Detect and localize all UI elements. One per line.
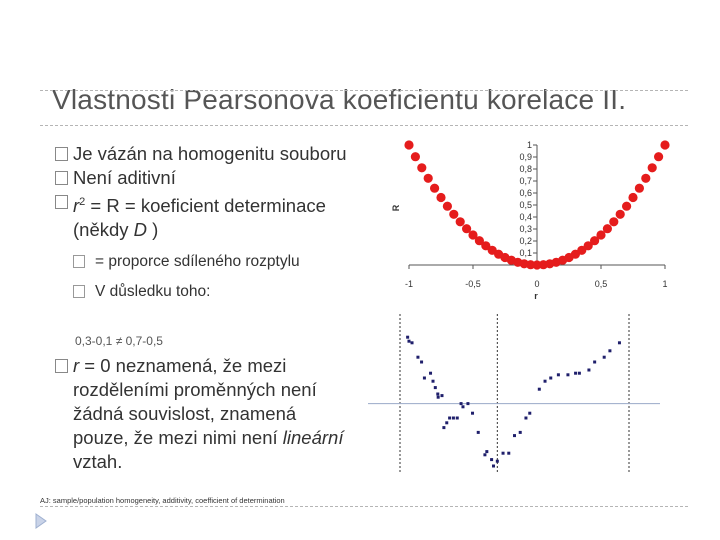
data-point <box>654 152 663 161</box>
x-tick-label: -0,5 <box>465 279 481 289</box>
data-point <box>483 453 486 456</box>
x-tick-label: 0 <box>534 279 540 289</box>
data-point <box>445 421 448 424</box>
data-point <box>424 174 433 183</box>
data-point <box>641 174 650 183</box>
data-point <box>524 417 527 420</box>
data-point <box>461 405 464 408</box>
data-point <box>557 373 560 376</box>
data-point <box>528 412 531 415</box>
scatter-chart <box>368 314 660 474</box>
y-tick-label: 0,5 <box>519 200 532 210</box>
superscript: 2 <box>79 196 86 208</box>
sub-bullet-text: = proporce sdíleného rozptylu <box>95 253 300 271</box>
data-point <box>411 341 414 344</box>
data-point <box>456 217 465 226</box>
bullet-text: r <box>73 355 80 376</box>
data-point <box>430 184 439 193</box>
data-point <box>502 452 505 455</box>
data-point <box>566 373 569 376</box>
y-tick-label: 0,1 <box>519 248 532 258</box>
data-point <box>420 361 423 364</box>
data-point <box>587 369 590 372</box>
data-point <box>609 217 618 226</box>
data-point <box>407 340 410 343</box>
y-tick-label: 0,9 <box>519 152 532 162</box>
bullet-text: Je vázán na homogenitu souboru <box>73 143 347 164</box>
small-note: 0,3-0,1 ≠ 0,7-0,5 <box>75 334 163 348</box>
data-point <box>436 393 439 396</box>
data-point <box>492 465 495 468</box>
data-point <box>417 163 426 172</box>
data-point <box>507 452 510 455</box>
y-tick-label: 0,8 <box>519 164 532 174</box>
bullet-text: vztah. <box>73 451 123 472</box>
x-tick-label: 1 <box>662 279 668 289</box>
data-point <box>440 394 443 397</box>
slide-title: Vlastnosti Pearsonova koeficientu korelace II. <box>52 84 627 115</box>
data-point <box>432 380 435 383</box>
data-point <box>404 140 413 149</box>
data-point <box>411 152 420 161</box>
data-point <box>603 224 612 233</box>
data-point <box>593 361 596 364</box>
data-point <box>423 377 426 380</box>
y-tick-label: 0,7 <box>519 176 532 186</box>
data-point <box>660 140 669 149</box>
y-tick-label: 1 <box>526 140 532 150</box>
data-point <box>618 341 621 344</box>
data-point <box>452 417 455 420</box>
data-point <box>648 163 657 172</box>
data-point <box>574 372 577 375</box>
x-tick-label: 0,5 <box>594 279 608 289</box>
y-tick-label: 0,4 <box>519 212 532 222</box>
bullet-text: = R = koeficient determinace (někdy <box>73 195 326 241</box>
parabola-chart <box>391 140 670 301</box>
data-point <box>519 431 522 434</box>
footnote: AJ: sample/population homogeneity, additivity, coefficient of determination <box>40 496 285 505</box>
data-point <box>416 356 419 359</box>
data-point <box>456 417 459 420</box>
data-point <box>460 402 463 405</box>
y-tick-label: 0,6 <box>519 188 532 198</box>
x-tick-label: -1 <box>404 279 414 289</box>
bullet-text: D <box>133 219 148 241</box>
data-point <box>496 460 499 463</box>
data-point <box>544 380 547 383</box>
data-point <box>466 402 469 405</box>
data-point <box>448 417 451 420</box>
bullet-text: r <box>73 195 80 217</box>
bullet-text: lineární <box>282 427 344 448</box>
data-point <box>628 193 637 202</box>
data-point <box>608 349 611 352</box>
data-point <box>635 184 644 193</box>
x-axis-label: r <box>534 291 538 301</box>
data-point <box>513 434 516 437</box>
data-point <box>434 386 437 389</box>
data-point <box>490 458 493 461</box>
y-tick-label: 0,2 <box>519 236 532 246</box>
bullet-text: ) <box>147 219 159 241</box>
data-point <box>622 202 631 211</box>
data-point <box>449 210 458 219</box>
data-point <box>477 431 480 434</box>
bullet-text: = 0 neznamená, že mezi rozděleními proměnných není žádná souvislost, znamená pouze, že mezi nimi není <box>73 355 317 448</box>
data-point <box>406 336 409 339</box>
bullet-text: Není aditivní <box>73 167 176 188</box>
data-point <box>578 372 581 375</box>
y-tick-label: 0,3 <box>519 224 532 234</box>
data-point <box>443 202 452 211</box>
data-point <box>603 356 606 359</box>
data-point <box>538 388 541 391</box>
data-point <box>429 372 432 375</box>
data-point <box>485 450 488 453</box>
y-axis-label: R <box>391 204 401 212</box>
data-point <box>436 193 445 202</box>
data-point <box>442 426 445 429</box>
data-point <box>471 412 474 415</box>
data-point <box>616 210 625 219</box>
sub-bullet-text: V důsledku toho: <box>95 283 211 301</box>
data-point <box>437 396 440 399</box>
data-point <box>549 377 552 380</box>
